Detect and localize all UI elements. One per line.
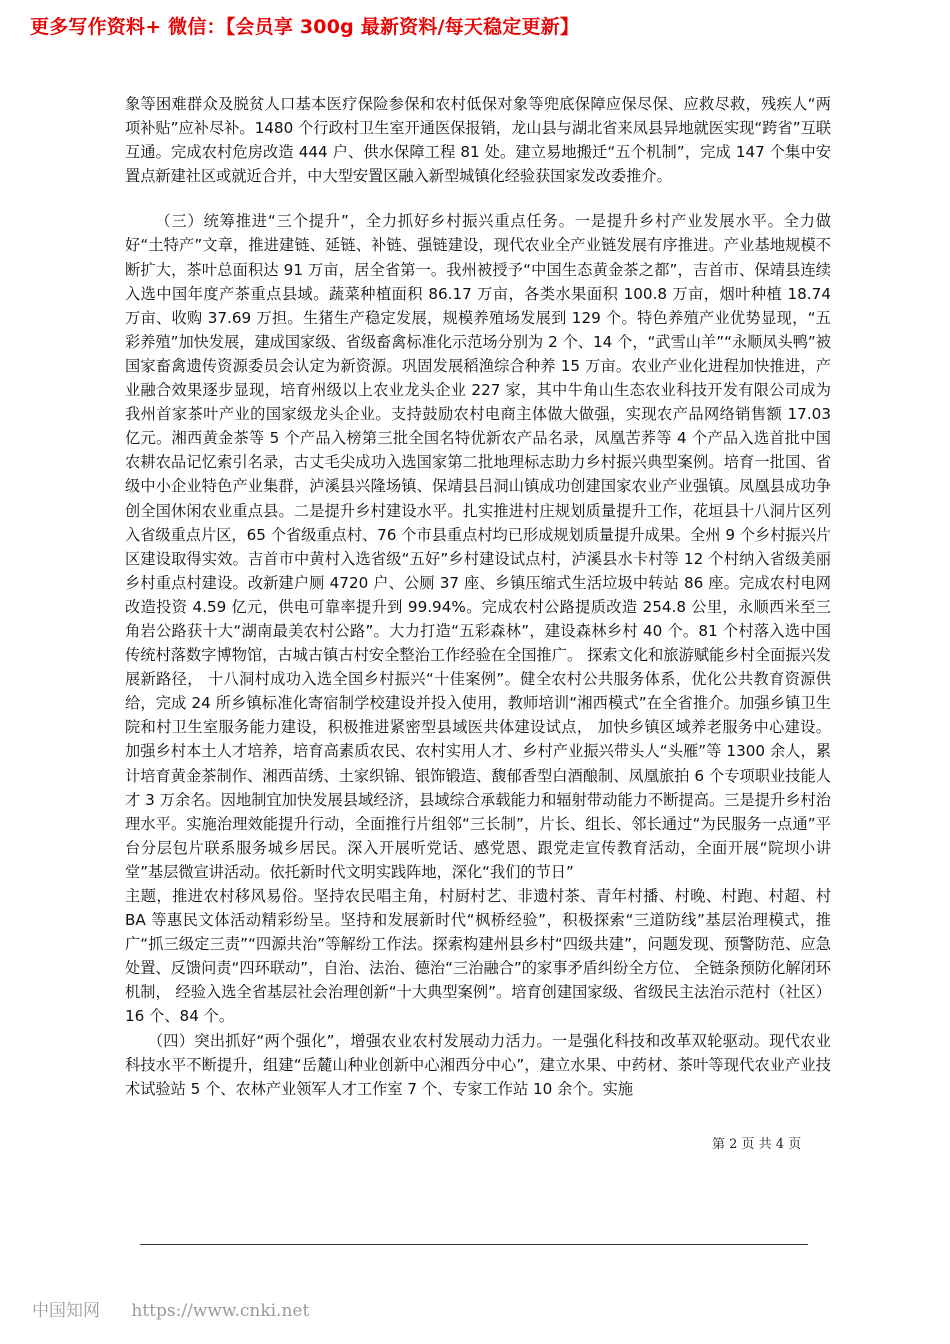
paragraph-section-three: （三）统筹推进“三个提升”，全力抓好乡村振兴重点任务。一是提升乡村产业发展水平。全力做好“土特产”文章，推进建链、延链、补链、强链建设，现代农业全产业链发展有序推进。产业基地规模不断扩大，茶叶总面积达 91 万亩，居全省第一。我州被授予“中国生态黄金茶之都”，吉首市、保靖县连续入选中国年度产茶重点县域。蔬菜种植面积 86.17 万亩，各类水果面积 100.8 万亩，烟叶种植 18.74 万亩、收购 37.69 万担。生猪生产稳定发展，规模养殖场发展到 129 个。特色养殖产业优势显现，“五彩养殖”加快发展，建成国家级、省级畜禽标准化示范场分别为 2 个、14 个，“武雪山羊”“永顺凤头鸭”被国家畜禽遗传资源委员会认定为新资源。巩固发展稻渔综合种养 15 万亩。农业产业化进程加快推进，产业融合效果逐步显现，培育州级以上农业龙头企业 227 家，其中牛角山生态农业科技开发有限公司成为我州首家茶叶产业的国家级龙头企业。支持鼓励农村电商主体做大做强，实现农产品网络销售额 17.03 亿元。湘西黄金茶等 5 个产品入榜第三批全国名特优新农产品名录，凤凰苦荞等 4 个产品入选首批中国农耕农品记忆索引名录，古丈毛尖成功入选国家第二批地理标志助力乡村振兴典型案例。培育一批国、省级中小企业特色产业集群，泸溪县兴隆场镇、保靖县吕洞山镇成功创建国家农业产业强镇。凤凰县成功争创全国休闲农业重点县。二是提升乡村建设水平。扎实推进村庄规划质量提升工作，花垣县十八洞片区列入省级重点片区，65 个省级重点村、76 个市县重点村均已形成规划质量提升成果。全州 9 个乡村振兴片区建设取得实效。吉首市中黄村入选省级“五好”乡村建设试点村，泸溪县水卡村等 12 个村纳入省级美丽乡村重点村建设。改新建户厕 4720 户、公厕 37 座、乡镇压缩式生活垃圾中转站 86 座。完成农村电网改造投资 4.59 亿元，供电可靠率提升到 99.94%。完成农村公路提质改造 254.8 公里，永顺西米至三角岩公路获十大“湖南最美农村公路”。大力打造“五彩森林”，建设森林乡村 40 个。81 个村落入选中国传统村落数字博物馆，古城古镇古村安全整治工作经验在全国推广。 探索文化和旅游赋能乡村全面振兴发展新路径， 十八洞村成功入选全国乡村振兴“十佳案例”。健全农村公共服务体系，优化公共教育资源供给，完成 24 所乡镇标准化寄宿制学校建设并投入使用，教师培训“湘西模式”在全省推介。加强乡镇卫生院和村卫生室服务能力建设，积极推进紧密型县域医共体建设试点， 加快乡镇区域养老服务中心建设。 加强乡村本土人才培养，培育高素质农民、农村实用人才、乡村产业振兴带头人“头雁”等 1300 余人，累计培育黄金茶制作、湘西苗绣、土家织锦、银饰锻造、馥郁香型白酒酿制、凤凰旅拍 6 个专项职业技能人才 3 万余名。因地制宜加快发展县域经济，县域综合承载能力和辐射带动能力不断提高。三是提升乡村治理水平。实施治理效能提升行动，全面推行片组邻“三长制”，片长、组长、邻长通过“为民服务一点通”平台分层包片联系服务城乡居民。深入开展听党话、感党恩、跟党走宣传教育活动，全面开展“院坝小讲堂”基层微宣讲活动。依托新时代文明实践阵地，深化“我们的节日” bbox=[125, 212, 831, 881]
document-body bbox=[125, 92, 831, 1101]
paragraph-continuation: 象等困难群众及脱贫人口基本医疗保险参保和农村低保对象等兜底保障应保尽保、应救尽救，残疾人“两项补贴”应补尽补。1480 个行政村卫生室开通医保报销，龙山县与湖北省来凤县异地就医实现“跨省”互联互通。完成农村危房改造 444 户、供水保障工程 81 处。建立易地搬迁“五个机制”，完成 147 个集中安置点新建社区或就近合并，中大型安置区融入新型城镇化经验获国家发改委推介。 bbox=[125, 95, 831, 186]
page-number: 第 2 页 共 4 页 bbox=[712, 1137, 802, 1152]
cnki-watermark bbox=[32, 1296, 309, 1321]
footer-divider bbox=[140, 1244, 808, 1245]
watermark-url[interactable]: https://www.cnki.net bbox=[131, 1301, 310, 1321]
paragraph-governance: 主题，推进农村移风易俗。坚持农民唱主角，村厨村艺、非遗村茶、青年村播、村晚、村跑、村超、村 BA 等惠民文体活动精彩纷呈。坚持和发展新时代“枫桥经验”，积极探索“三道防线”基层治理模式，推广“抓三级定三责”“四源共治”等解纷工作法。探索构建州县乡村“四级共建”，问题发现、预警防范、应急处置、反馈问责“四环联动”，自治、法治、德治“三治融合”的家事矛盾纠纷全方位、 全链条预防化解闭环机制， 经验入选全省基层社会治理创新“十大典型案例”。培育创建国家级、省级民主法治示范村（社区）16 个、84 个。 bbox=[125, 887, 831, 1026]
promo-banner: 更多写作资料+ 微信：【会员享 300g 最新资料/每天稳定更新】 bbox=[30, 16, 580, 38]
watermark-site-name: 中国知网 bbox=[32, 1301, 100, 1321]
paragraph-section-four: （四）突出抓好“两个强化”，增强农业农村发展动力活力。一是强化科技和改革双轮驱动。现代农业科技水平不断提升，组建“岳麓山种业创新中心湘西分中心”，建立水果、中药材、茶叶等现代农业产业技术试验站 5 个、农林产业领军人才工作室 7 个、专家工作站 10 余个。实施 bbox=[125, 1031, 831, 1098]
